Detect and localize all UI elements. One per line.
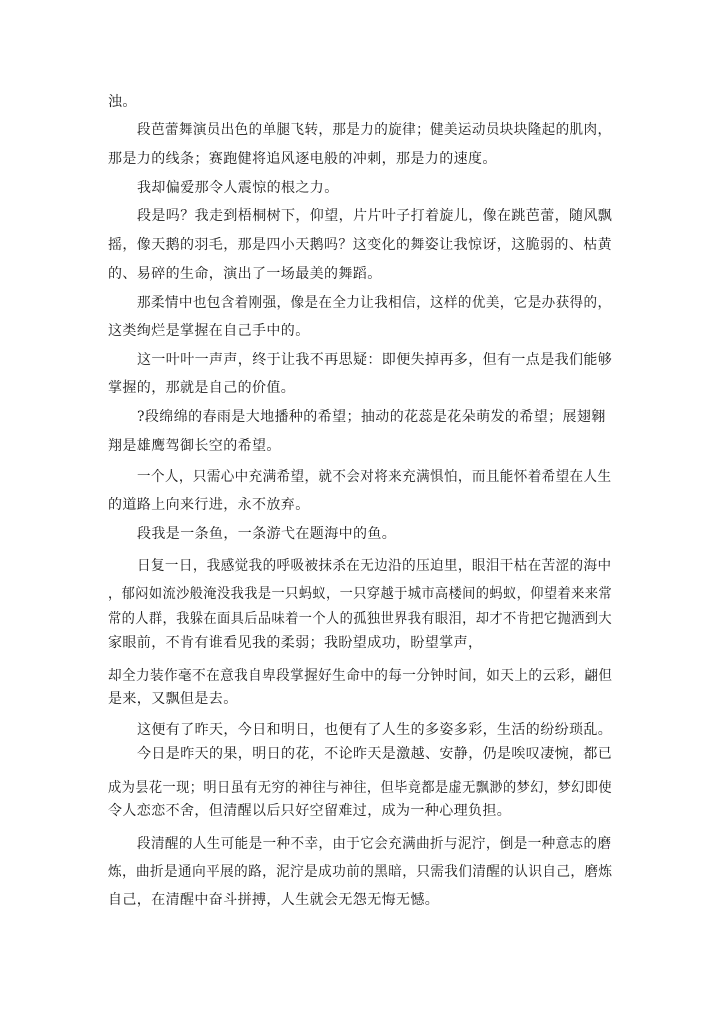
text-line: 却全力装作毫不在意我自卑段掌握好生命中的每一分钟时间，如天上的云彩，翩但 [108,668,613,684]
text-line: 家眼前，不肯有谁看见我的柔弱；我盼望成功，盼望掌声， [108,635,483,651]
text-line: 的、易碎的生命，演出了一场最美的舞蹈。 [108,266,382,282]
text-line: 段我是一条鱼，一条游弋在题海中的鱼。 [137,526,397,542]
text-line: 今日是昨天的果，明日的花，不论昨天是激越、安静，仍是唉叹凄惋，都已 [137,746,613,762]
text-line: ?段绵绵的春雨是大地播种的希望；抽动的花蕊是花朵萌发的希望；展翅翱 [137,409,606,425]
text-line: 我却偏爱那令人震惊的根之力。 [137,180,339,196]
text-line: 自己，在清醒中奋斗拼搏，人生就会无怨无悔无憾。 [108,892,440,908]
text-line: 常的人群，我躲在面具后品味着一个人的孤独世界我有眼泪，却才不肯把它抛洒到大 [108,611,613,627]
text-line: 的道路上向来行进，永不放弃。 [108,497,310,513]
text-line: 这便有了昨天，今日和明日，也便有了人生的多姿多彩，生活的纷纷琐乱。 [137,722,613,738]
text-line: 日复一日，我感觉我的呼吸被抹杀在无边沿的压迫里，眼泪干枯在苦涩的海中 [137,558,612,574]
text-line: 浊。 [108,94,137,110]
text-line: 掌握的，那就是自己的价值。 [108,380,296,396]
text-line: 炼，曲折是通向平展的路，泥泞是成功前的黑暗，只需我们清醒的认识自己，磨炼 [108,864,613,880]
text-line: 这一叶叶一声声，终于让我不再思疑：即便失掉再多，但有一点是我们能够 [137,352,613,368]
text-line: ，郁闷如流沙般淹没我我是一只蚂蚁，一只穿越于城市高楼间的蚂蚁，仰望着来来常 [108,586,613,602]
text-line: 那柔情中也包含着刚强，像是在全力让我相信，这样的优美，它是办获得的， [137,295,612,311]
text-line: 是来，又飘但是去。 [108,691,238,707]
text-line: 这类绚烂是掌握在自己手中的。 [108,323,310,339]
text-line: 那是力的线条；赛跑健将追风逐电般的冲刺，那是力的速度。 [108,151,497,167]
text-line: 段芭蕾舞演员出色的单腿飞转，那是力的旋律；健美运动员块块隆起的肌肉， [137,122,612,138]
text-line: 段是吗？我走到梧桐树下，仰望，片片叶子打着旋儿，像在跳芭蕾，随风飘 [137,208,613,224]
text-line: 摇，像天鹅的羽毛，那是四小天鹅吗？这变化的舞姿让我惊讶，这脆弱的、枯黄 [108,237,612,253]
text-line: 令人恋恋不舍，但清醒以后只好空留难过，成为一种心理负担。 [108,803,512,819]
text-line: 段清醒的人生可能是一种不幸，由于它会充满曲折与泥泞，倒是一种意志的磨 [137,836,612,852]
text-line: 成为昙花一现；明日虽有无穷的神往与神往，但毕竟都是虚无飘渺的梦幻，梦幻即使 [108,780,613,796]
text-line: 一个人，只需心中充满希望，就不会对将来充满惧怕，而且能怀着希望在人生 [137,469,612,485]
text-line: 翔是雄鹰驾御长空的希望。 [108,438,281,454]
